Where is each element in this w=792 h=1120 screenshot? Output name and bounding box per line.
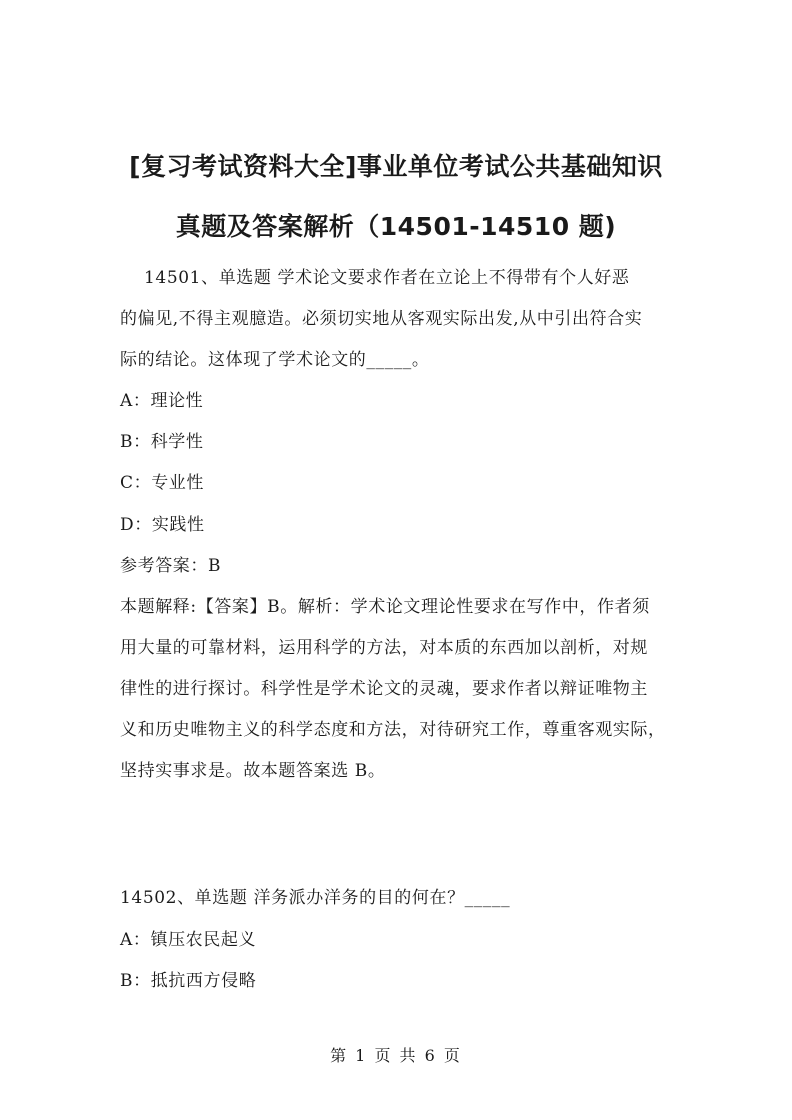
document-title-line-2: 真题及答案解析（14501-14510 题)	[175, 212, 617, 241]
question-2-stem: 14502、单选题 洋务派办洋务的目的何在？_____	[120, 888, 511, 908]
question-1-option-a: A：理论性	[120, 391, 204, 411]
question-1-explanation-line-2: 用大量的可靠材料，运用科学的方法，对本质的东西加以剖析，对规	[120, 638, 648, 658]
question-1-option-d: D：实践性	[120, 515, 205, 535]
question-1-explanation-line-4: 义和历史唯物主义的科学态度和方法，对待研究工作，尊重客观实际，	[120, 720, 666, 740]
question-1-explanation-line-5: 坚持实事求是。故本题答案选 B。	[120, 761, 386, 781]
question-1-explanation-line-3: 律性的进行探讨。科学性是学术论文的灵魂，要求作者以辩证唯物主	[120, 679, 648, 699]
page-number-footer: 第 1 页 共 6 页	[330, 1046, 462, 1065]
question-1-stem-line-2: 的偏见,不得主观臆造。必须切实地从客观实际出发,从中引出符合实	[120, 309, 643, 329]
question-2-option-a: A：镇压农民起义	[120, 930, 257, 950]
question-1-option-b: B：科学性	[120, 432, 204, 452]
document-title-line-1: [复习考试资料大全]事业单位考试公共基础知识	[129, 152, 663, 181]
question-1-answer: 参考答案：B	[120, 556, 222, 576]
question-2-option-b: B：抵抗西方侵略	[120, 971, 257, 991]
question-1-option-c: C：专业性	[120, 473, 205, 493]
question-1-explanation-line-1: 本题解释:【答案】B。解析：学术论文理论性要求在写作中，作者须	[120, 597, 650, 617]
question-1-stem-line-3: 际的结论。这体现了学术论文的_____。	[120, 350, 430, 370]
question-1-stem-line-1: 14501、单选题 学术论文要求作者在立论上不得带有个人好恶	[120, 268, 630, 288]
